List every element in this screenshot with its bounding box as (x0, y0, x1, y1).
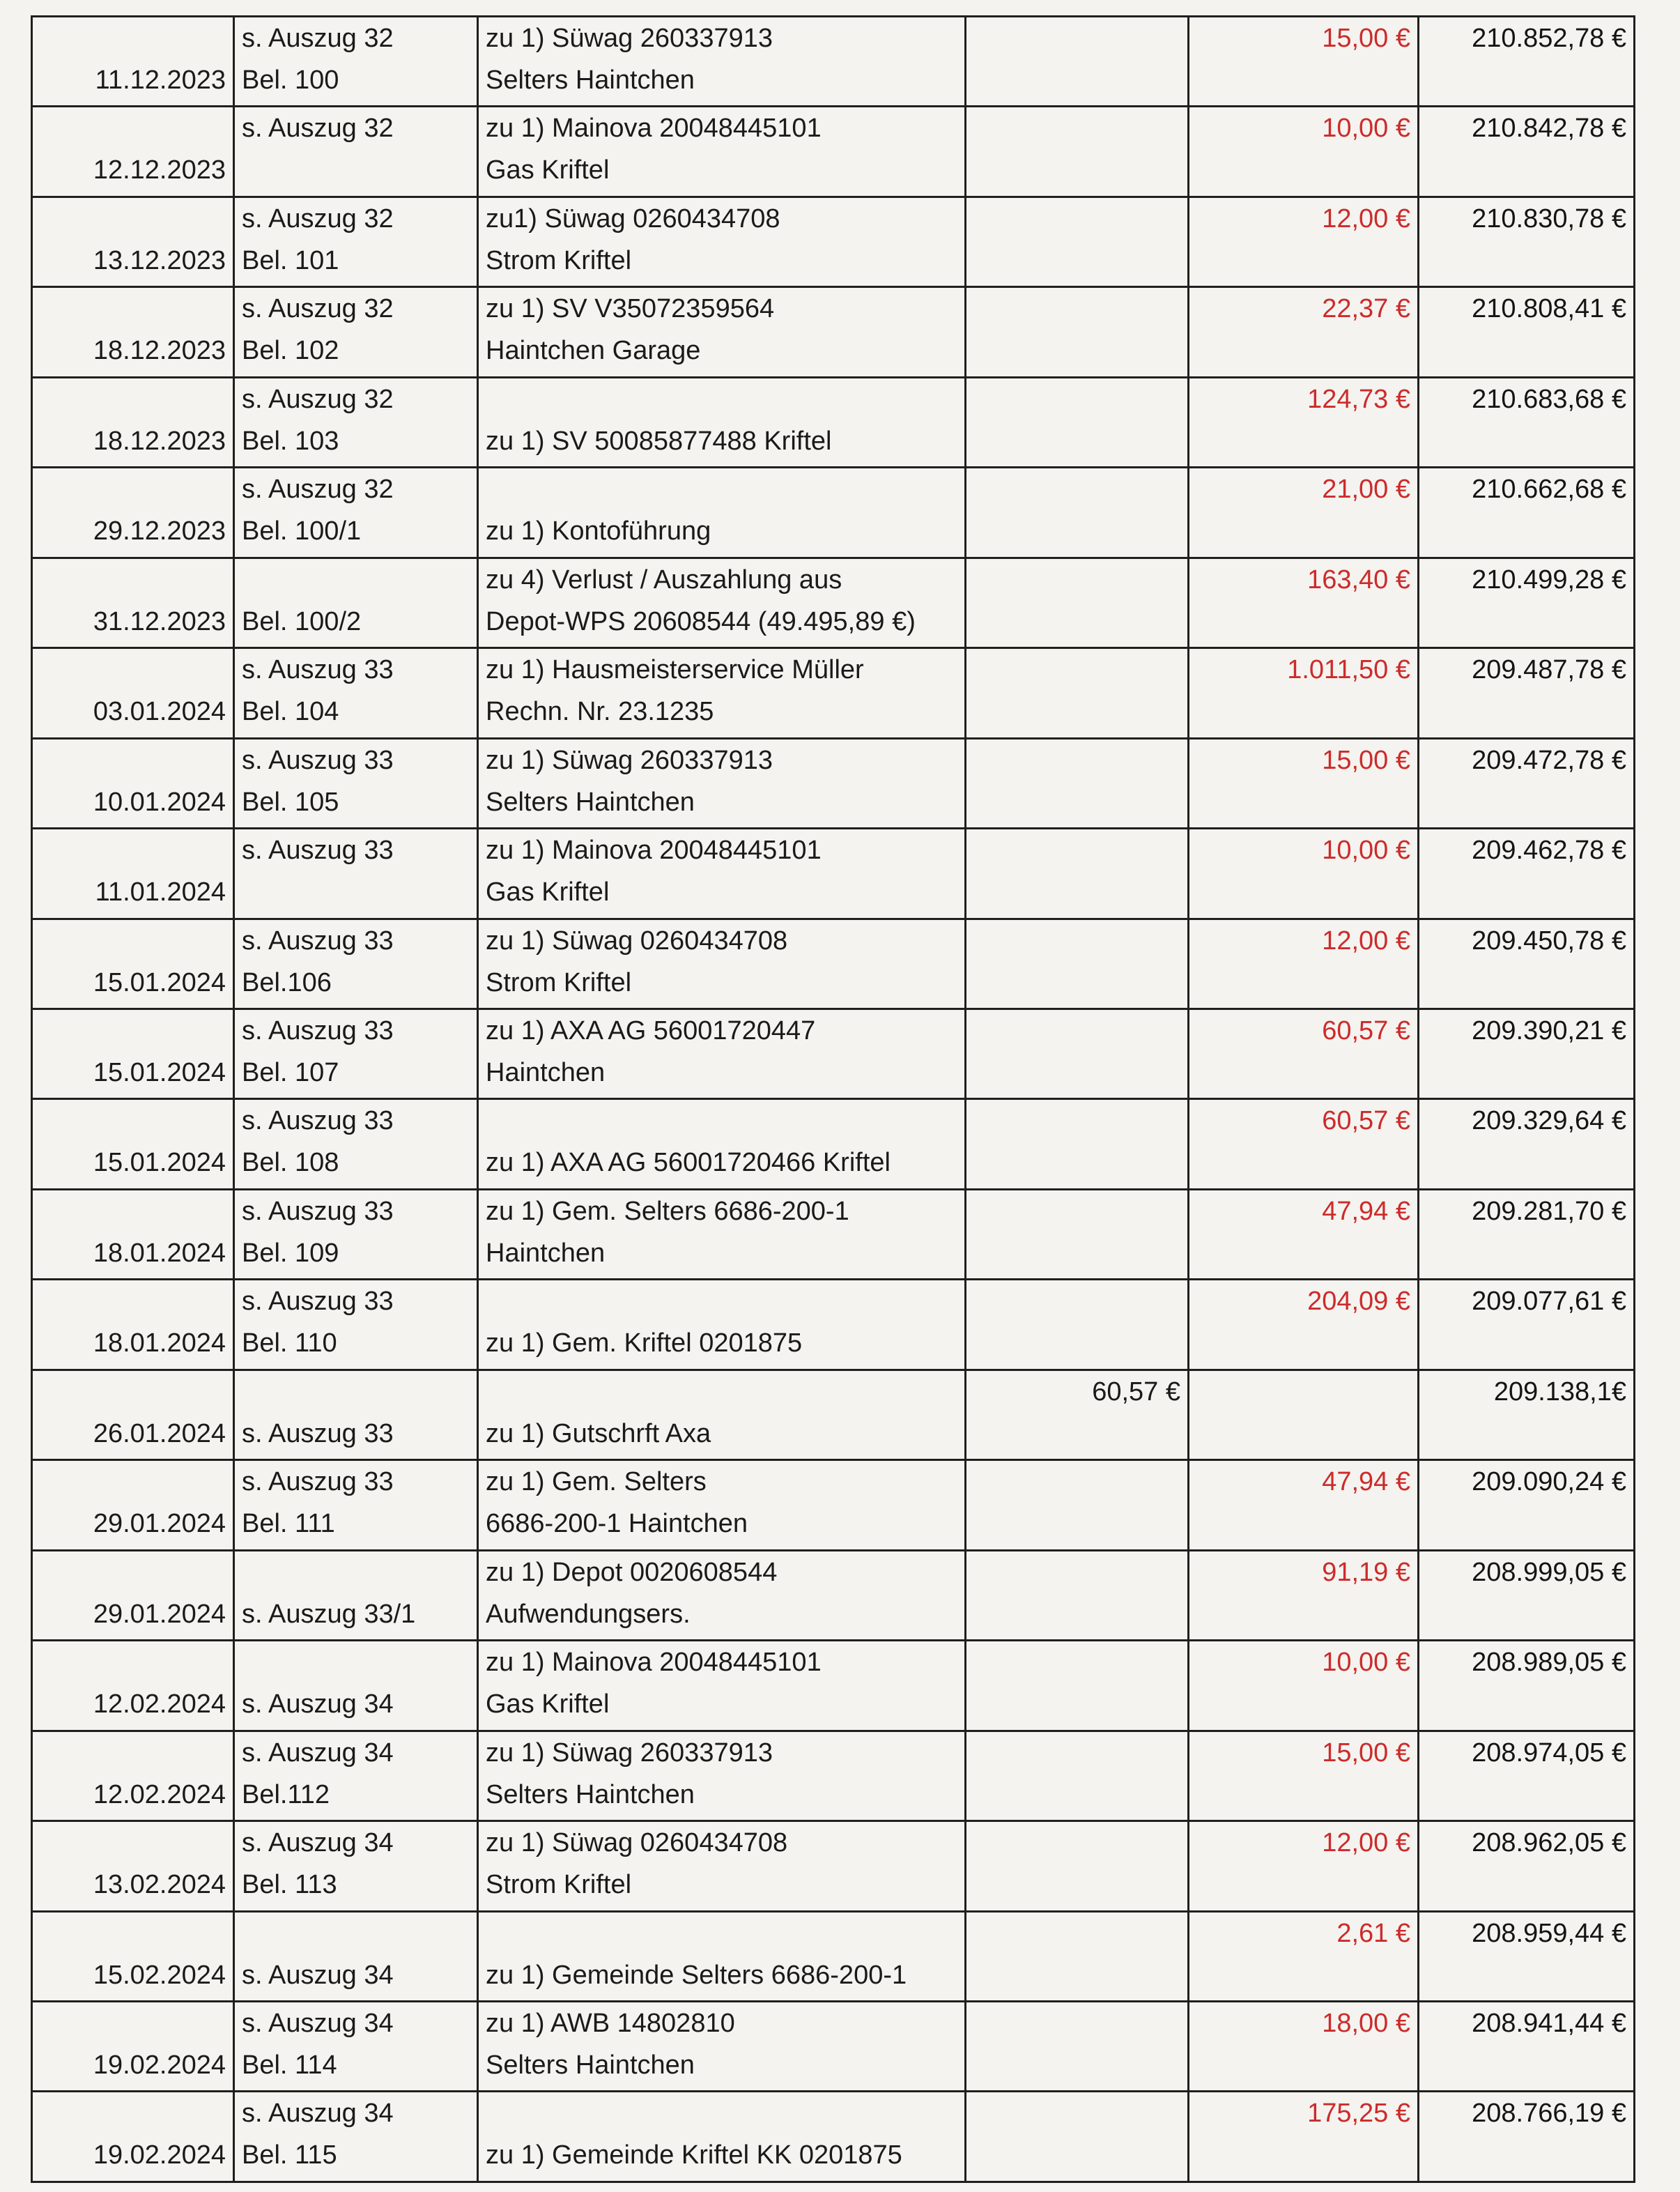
date-value: 12.02.2024 (93, 1779, 226, 1809)
income-cell (966, 1099, 1189, 1189)
expense-cell: 10,00 € (1189, 829, 1419, 919)
balance-cell: 210.808,41 € (1419, 287, 1635, 377)
description-cell (478, 468, 966, 558)
description-cell (478, 287, 966, 377)
balance-cell: 209.487,78 € (1419, 648, 1635, 738)
reference-cell (234, 2001, 478, 2091)
date-cell (32, 107, 234, 197)
date-cell (32, 287, 234, 377)
description-cell-line-1 (486, 1280, 957, 1322)
balance-cell: 209.090,24 € (1419, 1460, 1635, 1550)
reference-cell-line-2: Bel. 105 (242, 787, 339, 817)
description-cell-line-2: Depot-WPS 20608544 (49.495,89 €) (486, 606, 916, 636)
description-cell-line-2: Haintchen (486, 1057, 606, 1087)
table-row (32, 1370, 1635, 1459)
description-cell (478, 1099, 966, 1189)
description-cell-line-1: zu 1) Mainova 20048445101 (486, 1648, 822, 1678)
income-cell (966, 468, 1189, 558)
date-cell (32, 2092, 234, 2182)
description-cell (478, 1009, 966, 1098)
date-value: 11.01.2024 (95, 877, 226, 907)
expense-cell: 60,57 € (1189, 1009, 1419, 1098)
date-value: 29.12.2023 (93, 516, 226, 546)
income-cell (966, 1821, 1189, 1911)
expense-cell: 1.011,50 € (1189, 648, 1419, 738)
expense-cell: 12,00 € (1189, 919, 1419, 1009)
description-cell-line-2: zu 1) SV 50085877488 Kriftel (486, 426, 832, 456)
description-cell-line-1: zu 1) AXA AG 56001720447 (486, 1015, 816, 1045)
reference-cell (234, 648, 478, 738)
description-cell-line-2: Selters Haintchen (486, 66, 695, 95)
description-cell-line-1: zu 1) Gem. Selters 6686-200-1 (486, 1196, 849, 1226)
income-cell (966, 1460, 1189, 1550)
description-cell-line-1: zu 1) AWB 14802810 (486, 2008, 735, 2038)
reference-cell-line-1: s. Auszug 33 (242, 1015, 394, 1045)
income-cell (966, 2001, 1189, 2091)
reference-cell-line-1: s. Auszug 33 (242, 836, 394, 866)
table-row (32, 468, 1635, 558)
reference-cell (234, 1280, 478, 1370)
description-cell-line-1: zu 1) Süwag 260337913 (486, 745, 773, 775)
table-row (32, 1641, 1635, 1731)
expense-cell: 47,94 € (1189, 1460, 1419, 1550)
date-value: 15.01.2024 (93, 967, 226, 997)
ledger-sheet (31, 15, 1633, 2183)
balance-cell: 208.941,44 € (1419, 2001, 1635, 2091)
reference-cell (234, 197, 478, 286)
description-cell-line-1: zu 1) Süwag 0260434708 (486, 1828, 788, 1858)
balance-cell: 209.472,78 € (1419, 738, 1635, 828)
expense-cell: 2,61 € (1189, 1911, 1419, 2001)
balance-cell: 210.499,28 € (1419, 558, 1635, 647)
description-cell-line-1: zu 1) Depot 0020608544 (486, 1557, 778, 1587)
balance-cell: 208.959,44 € (1419, 1911, 1635, 2001)
date-cell (32, 1189, 234, 1279)
income-cell (966, 1280, 1189, 1370)
description-cell-line-1: zu 4) Verlust / Auszahlung aus (486, 565, 842, 595)
balance-cell: 210.830,78 € (1419, 197, 1635, 286)
expense-cell: 163,40 € (1189, 558, 1419, 647)
description-cell-line-2: Selters Haintchen (486, 787, 695, 817)
date-value: 26.01.2024 (93, 1418, 226, 1448)
description-cell (478, 107, 966, 197)
date-value: 12.12.2023 (93, 155, 226, 185)
reference-cell (234, 1189, 478, 1279)
date-cell (32, 1550, 234, 1640)
description-cell (478, 1460, 966, 1550)
reference-cell-line-2: Bel. 111 (242, 1509, 335, 1539)
balance-cell: 210.852,78 € (1419, 17, 1635, 107)
description-cell (478, 1280, 966, 1370)
date-cell (32, 197, 234, 286)
reference-cell-line-1: s. Auszug 33 (242, 1106, 394, 1136)
reference-cell-line-1 (242, 1551, 470, 1593)
description-cell-line-1: zu 1) SV V35072359564 (486, 294, 775, 324)
description-cell-line-1: zu 1) Mainova 20048445101 (486, 114, 822, 144)
date-cell (32, 1460, 234, 1550)
description-cell (478, 558, 966, 647)
expense-cell: 15,00 € (1189, 17, 1419, 107)
description-cell (478, 2001, 966, 2091)
date-cell (32, 1821, 234, 1911)
balance-cell: 209.329,64 € (1419, 1099, 1635, 1189)
date-value: 12.02.2024 (93, 1689, 226, 1719)
balance-cell: 209.077,61 € (1419, 1280, 1635, 1370)
description-cell (478, 738, 966, 828)
description-cell-line-1: zu 1) Süwag 0260434708 (486, 926, 788, 956)
date-cell (32, 1911, 234, 2001)
reference-cell (234, 1911, 478, 2001)
table-row (32, 1460, 1635, 1550)
reference-cell (234, 1099, 478, 1189)
reference-cell-line-1: s. Auszug 33 (242, 1196, 394, 1226)
reference-cell-line-2: Bel. 102 (242, 336, 339, 366)
reference-cell-line-1: s. Auszug 32 (242, 24, 394, 53)
date-value: 19.02.2024 (93, 2050, 226, 2080)
date-cell (32, 377, 234, 467)
reference-cell-line-1: s. Auszug 33 (242, 926, 394, 956)
expense-cell: 124,73 € (1189, 377, 1419, 467)
income-cell (966, 1189, 1189, 1279)
income-cell (966, 829, 1189, 919)
description-cell-line-2: zu 1) Gem. Kriftel 0201875 (486, 1328, 803, 1358)
reference-cell-line-1: s. Auszug 33 (242, 1467, 394, 1497)
balance-cell: 210.662,68 € (1419, 468, 1635, 558)
description-cell (478, 197, 966, 286)
date-cell (32, 558, 234, 647)
table-row (32, 1280, 1635, 1370)
reference-cell-line-2: Bel. 104 (242, 697, 339, 727)
description-cell (478, 1731, 966, 1821)
income-cell (966, 1731, 1189, 1821)
reference-cell-line-1: s. Auszug 34 (242, 2008, 394, 2038)
description-cell (478, 1821, 966, 1911)
date-value: 18.01.2024 (93, 1238, 226, 1268)
expense-cell: 15,00 € (1189, 1731, 1419, 1821)
reference-cell-line-1: s. Auszug 33 (242, 655, 394, 685)
income-cell: 60,57 € (966, 1370, 1189, 1459)
expense-cell: 12,00 € (1189, 197, 1419, 286)
reference-cell-line-2: Bel. 100 (242, 66, 339, 95)
expense-cell: 175,25 € (1189, 2092, 1419, 2182)
reference-cell-line-2 (242, 149, 470, 191)
description-cell-line-1 (486, 378, 957, 420)
description-cell-line-1: zu 1) Süwag 260337913 (486, 24, 773, 53)
reference-cell-line-2: Bel. 100/2 (242, 606, 362, 636)
reference-cell-line-1: s. Auszug 33 (242, 1287, 394, 1317)
date-cell (32, 1009, 234, 1098)
date-value: 31.12.2023 (93, 606, 226, 636)
balance-cell: 208.989,05 € (1419, 1641, 1635, 1731)
table-row (32, 648, 1635, 738)
table-row (32, 919, 1635, 1009)
description-cell-line-1 (486, 1913, 957, 1954)
reference-cell (234, 1009, 478, 1098)
income-cell (966, 377, 1189, 467)
description-cell-line-2: Haintchen (486, 1238, 606, 1268)
description-cell (478, 17, 966, 107)
table-row (32, 107, 1635, 197)
balance-cell: 209.390,21 € (1419, 1009, 1635, 1098)
reference-cell (234, 1821, 478, 1911)
description-cell-line-2: Aufwendungsers. (486, 1599, 691, 1629)
balance-cell: 209.450,78 € (1419, 919, 1635, 1009)
expense-cell: 15,00 € (1189, 738, 1419, 828)
income-cell (966, 1009, 1189, 1098)
description-cell (478, 2092, 966, 2182)
date-cell (32, 2001, 234, 2091)
description-cell (478, 377, 966, 467)
reference-cell-line-1: s. Auszug 34 (242, 2099, 394, 2129)
balance-cell: 208.999,05 € (1419, 1550, 1635, 1640)
description-cell-line-1: zu 1) Süwag 260337913 (486, 1738, 773, 1768)
description-cell (478, 829, 966, 919)
table-row (32, 287, 1635, 377)
description-cell-line-1 (486, 468, 957, 510)
reference-cell-line-2: s. Auszug 33/1 (242, 1599, 416, 1629)
expense-cell (1189, 1370, 1419, 1459)
date-value: 13.12.2023 (93, 245, 226, 275)
balance-cell: 208.974,05 € (1419, 1731, 1635, 1821)
description-cell-line-2: Haintchen Garage (486, 336, 701, 366)
reference-cell-line-2: Bel.106 (242, 967, 332, 997)
expense-cell: 47,94 € (1189, 1189, 1419, 1279)
description-cell-line-1: zu 1) Mainova 20048445101 (486, 836, 822, 866)
reference-cell-line-2: Bel. 114 (242, 2050, 337, 2080)
date-value: 10.01.2024 (93, 787, 226, 817)
date-cell (32, 1731, 234, 1821)
expense-cell: 10,00 € (1189, 107, 1419, 197)
date-cell (32, 1641, 234, 1731)
description-cell-line-1 (486, 1100, 957, 1142)
table-row (32, 558, 1635, 647)
reference-cell-line-1: s. Auszug 34 (242, 1828, 394, 1858)
reference-cell (234, 287, 478, 377)
table-row (32, 1821, 1635, 1911)
reference-cell-line-2 (242, 871, 470, 913)
description-cell (478, 1189, 966, 1279)
date-cell (32, 648, 234, 738)
description-cell (478, 1911, 966, 2001)
reference-cell-line-2: Bel.112 (242, 1779, 330, 1809)
income-cell (966, 197, 1189, 286)
table-row (32, 1099, 1635, 1189)
income-cell (966, 17, 1189, 107)
table-row (32, 377, 1635, 467)
description-cell-line-1 (486, 2092, 957, 2134)
reference-cell-line-2: Bel. 108 (242, 1148, 339, 1178)
balance-cell: 209.462,78 € (1419, 829, 1635, 919)
description-cell-line-2: zu 1) Gutschrft Axa (486, 1418, 711, 1448)
reference-cell-line-1: s. Auszug 32 (242, 384, 394, 414)
income-cell (966, 287, 1189, 377)
description-cell-line-2: zu 1) AXA AG 56001720466 Kriftel (486, 1148, 891, 1178)
expense-cell: 60,57 € (1189, 1099, 1419, 1189)
table-row (32, 1911, 1635, 2001)
description-cell-line-2: zu 1) Gemeinde Selters 6686-200-1 (486, 1960, 907, 1990)
income-cell (966, 1911, 1189, 2001)
description-cell (478, 1550, 966, 1640)
date-value: 29.01.2024 (93, 1509, 226, 1539)
date-value: 11.12.2023 (95, 66, 226, 95)
reference-cell (234, 377, 478, 467)
date-cell (32, 829, 234, 919)
description-cell-line-2: Selters Haintchen (486, 1779, 695, 1809)
date-value: 15.01.2024 (93, 1148, 226, 1178)
description-cell (478, 1370, 966, 1459)
date-cell (32, 17, 234, 107)
income-cell (966, 1550, 1189, 1640)
description-cell-line-2: Gas Kriftel (486, 877, 610, 907)
description-cell-line-2: Strom Kriftel (486, 967, 632, 997)
reference-cell-line-1: s. Auszug 32 (242, 114, 394, 144)
reference-cell-line-1: s. Auszug 32 (242, 204, 394, 233)
date-value: 15.01.2024 (93, 1057, 226, 1087)
date-cell (32, 1280, 234, 1370)
date-value: 29.01.2024 (93, 1599, 226, 1629)
description-cell-line-2: Gas Kriftel (486, 1689, 610, 1719)
description-cell-line-1: zu 1) Gem. Selters (486, 1467, 707, 1497)
expense-cell: 91,19 € (1189, 1550, 1419, 1640)
description-cell-line-2: zu 1) Gemeinde Kriftel KK 0201875 (486, 2140, 902, 2170)
ledger-table (31, 15, 1635, 2183)
date-cell (32, 1099, 234, 1189)
income-cell (966, 1641, 1189, 1731)
reference-cell-line-1: s. Auszug 33 (242, 745, 394, 775)
reference-cell (234, 1460, 478, 1550)
reference-cell (234, 738, 478, 828)
date-value: 19.02.2024 (93, 2140, 226, 2170)
reference-cell-line-1 (242, 559, 470, 601)
reference-cell-line-2: s. Auszug 34 (242, 1960, 394, 1990)
reference-cell-line-1: s. Auszug 32 (242, 294, 394, 324)
date-cell (32, 468, 234, 558)
reference-cell-line-1 (242, 1641, 470, 1683)
description-cell-line-2: zu 1) Kontoführung (486, 516, 711, 546)
reference-cell-line-2: Bel. 115 (242, 2140, 337, 2170)
reference-cell-line-2: Bel. 101 (242, 245, 339, 275)
balance-cell: 209.138,1€ (1419, 1370, 1635, 1459)
description-cell (478, 1641, 966, 1731)
reference-cell (234, 829, 478, 919)
income-cell (966, 107, 1189, 197)
date-value: 18.01.2024 (93, 1328, 226, 1358)
reference-cell-line-2: Bel. 100/1 (242, 516, 362, 546)
reference-cell (234, 919, 478, 1009)
expense-cell: 18,00 € (1189, 2001, 1419, 2091)
description-cell-line-2: Rechn. Nr. 23.1235 (486, 697, 714, 727)
description-cell-line-2: 6686-200-1 Haintchen (486, 1509, 748, 1539)
reference-cell (234, 2092, 478, 2182)
table-row (32, 1009, 1635, 1098)
table-row (32, 1550, 1635, 1640)
table-row (32, 2001, 1635, 2091)
date-value: 15.02.2024 (93, 1960, 226, 1990)
description-cell-line-1 (486, 1371, 957, 1413)
balance-cell: 209.281,70 € (1419, 1189, 1635, 1279)
expense-cell: 10,00 € (1189, 1641, 1419, 1731)
date-value: 03.01.2024 (93, 697, 226, 727)
reference-cell-line-1: s. Auszug 32 (242, 475, 394, 505)
income-cell (966, 738, 1189, 828)
reference-cell (234, 468, 478, 558)
reference-cell (234, 1550, 478, 1640)
reference-cell-line-2: s. Auszug 33 (242, 1418, 394, 1448)
table-row (32, 1731, 1635, 1821)
income-cell (966, 2092, 1189, 2182)
reference-cell-line-2: Bel. 110 (242, 1328, 337, 1358)
expense-cell: 21,00 € (1189, 468, 1419, 558)
ledger-body (32, 17, 1635, 2182)
reference-cell (234, 1731, 478, 1821)
description-cell-line-2: Strom Kriftel (486, 245, 632, 275)
date-cell (32, 919, 234, 1009)
table-row (32, 1189, 1635, 1279)
reference-cell-line-2: s. Auszug 34 (242, 1689, 394, 1719)
table-row (32, 829, 1635, 919)
reference-cell (234, 1641, 478, 1731)
balance-cell: 208.766,19 € (1419, 2092, 1635, 2182)
table-row (32, 197, 1635, 286)
reference-cell (234, 107, 478, 197)
date-cell (32, 738, 234, 828)
reference-cell-line-2: Bel. 113 (242, 1870, 337, 1900)
date-value: 18.12.2023 (93, 336, 226, 366)
balance-cell: 208.962,05 € (1419, 1821, 1635, 1911)
reference-cell-line-2: Bel. 107 (242, 1057, 339, 1087)
reference-cell-line-2: Bel. 103 (242, 426, 339, 456)
reference-cell (234, 1370, 478, 1459)
expense-cell: 22,37 € (1189, 287, 1419, 377)
reference-cell-line-1: s. Auszug 34 (242, 1738, 394, 1768)
income-cell (966, 558, 1189, 647)
description-cell (478, 919, 966, 1009)
description-cell (478, 648, 966, 738)
description-cell-line-1: zu 1) Hausmeisterservice Müller (486, 655, 864, 685)
description-cell-line-1: zu1) Süwag 0260434708 (486, 204, 780, 233)
balance-cell: 210.683,68 € (1419, 377, 1635, 467)
description-cell-line-2: Strom Kriftel (486, 1870, 632, 1900)
income-cell (966, 919, 1189, 1009)
table-row (32, 2092, 1635, 2182)
balance-cell: 210.842,78 € (1419, 107, 1635, 197)
date-value: 18.12.2023 (93, 426, 226, 456)
expense-cell: 204,09 € (1189, 1280, 1419, 1370)
reference-cell-line-1 (242, 1913, 470, 1954)
expense-cell: 12,00 € (1189, 1821, 1419, 1911)
description-cell-line-2: Selters Haintchen (486, 2050, 695, 2080)
reference-cell-line-1 (242, 1371, 470, 1413)
table-row (32, 17, 1635, 107)
reference-cell-line-2: Bel. 109 (242, 1238, 339, 1268)
income-cell (966, 648, 1189, 738)
reference-cell (234, 558, 478, 647)
date-cell (32, 1370, 234, 1459)
table-row (32, 738, 1635, 828)
description-cell-line-2: Gas Kriftel (486, 155, 610, 185)
reference-cell (234, 17, 478, 107)
date-value: 13.02.2024 (93, 1870, 226, 1900)
